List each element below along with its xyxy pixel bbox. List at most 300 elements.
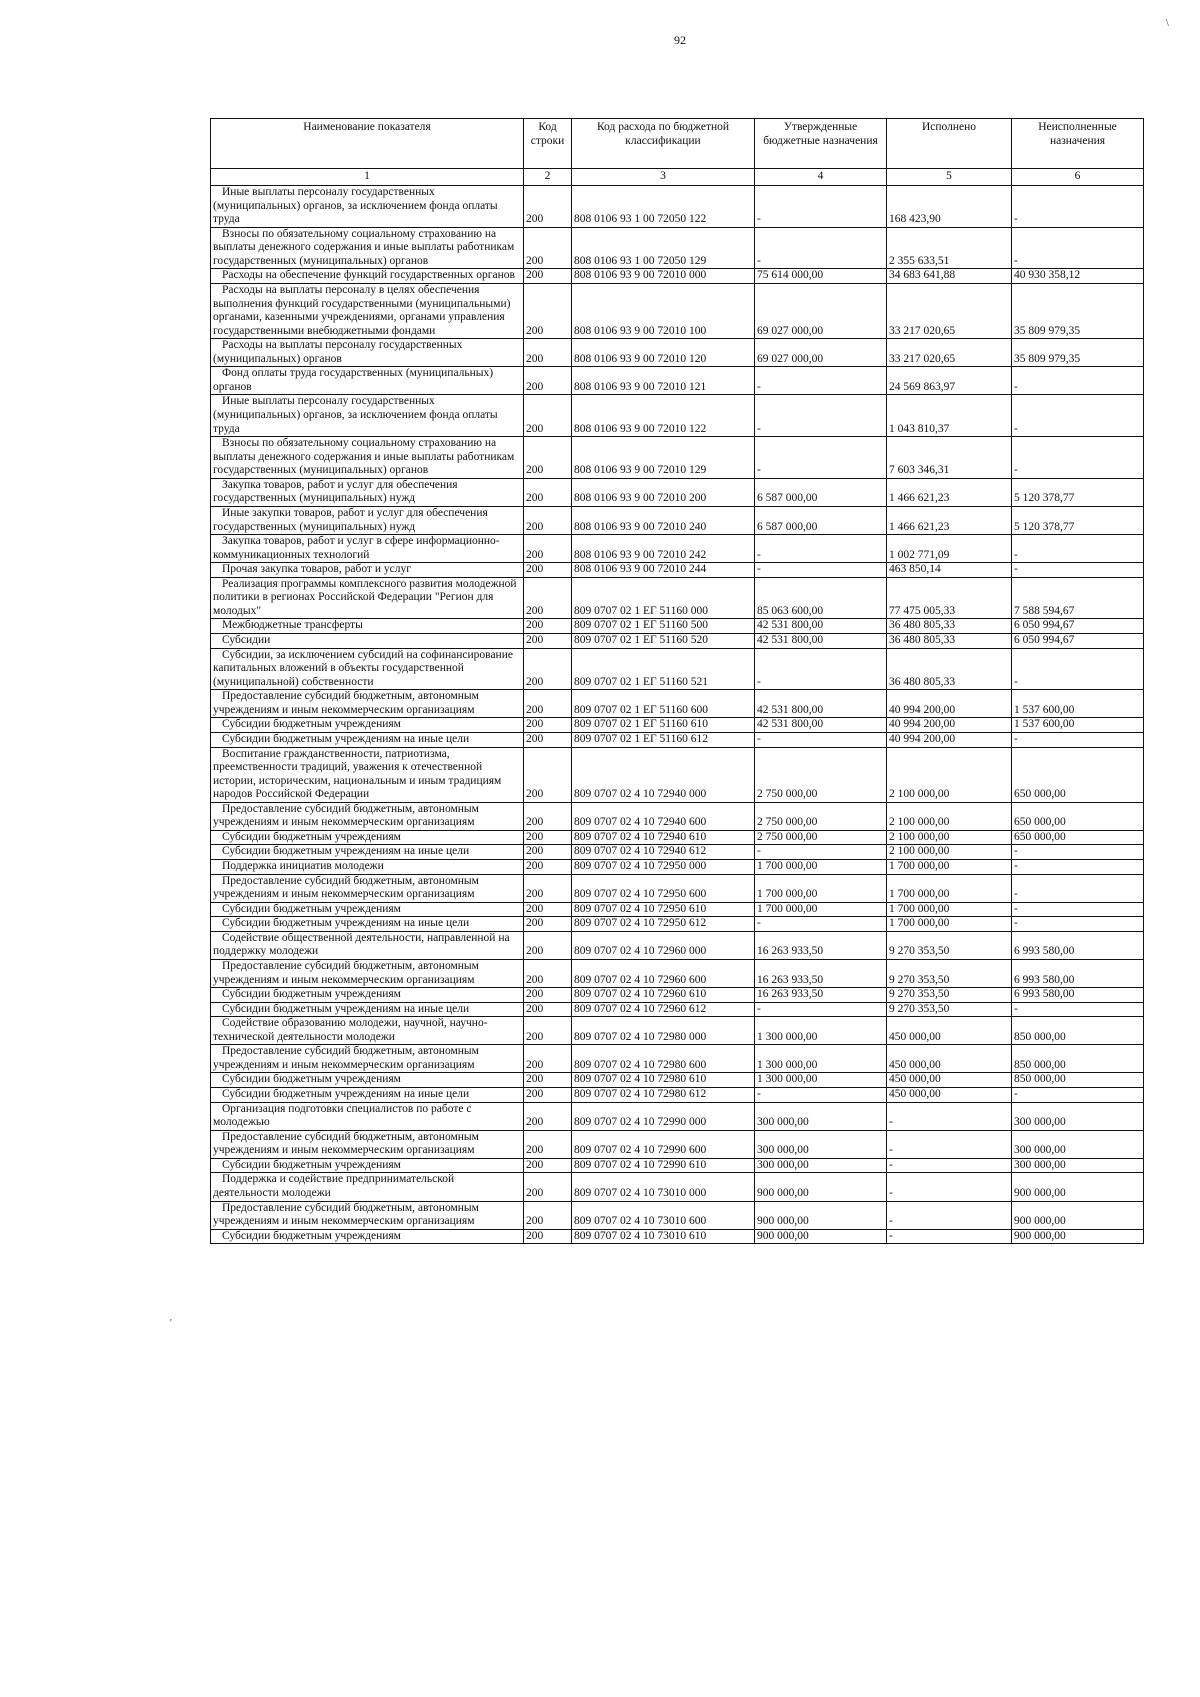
header-approved: Утвержденные бюджетные назначения bbox=[755, 119, 887, 169]
table-body bbox=[211, 186, 1144, 1244]
row-name-text: Субсидии бюджетным учреждениям bbox=[222, 830, 401, 843]
row-approved: 900 000,00 bbox=[755, 1173, 887, 1201]
row-executed: 2 100 000,00 bbox=[887, 830, 1012, 845]
table-row bbox=[211, 1130, 1144, 1158]
row-name-text: Воспитание гражданственности, патриотизма, преемственности традиций, уважения к отечественной истории, историческим, национальным и иным традициям народов Российской Федерации bbox=[213, 747, 502, 801]
row-approved: 42 531 800,00 bbox=[755, 634, 887, 649]
row-executed: 9 270 353,50 bbox=[887, 959, 1012, 987]
row-budget-code: 809 0707 02 1 ЕГ 51160 500 bbox=[572, 619, 755, 634]
row-budget-code: 809 0707 02 4 10 72950 610 bbox=[572, 902, 755, 917]
table-row bbox=[211, 802, 1144, 830]
table-row bbox=[211, 718, 1144, 733]
table-row bbox=[211, 227, 1144, 269]
row-name bbox=[211, 186, 524, 228]
row-name-text: Закупка товаров, работ и услуг в сфере информационно-коммуникационных технологий bbox=[213, 535, 500, 561]
row-unexecuted: 6 050 994,67 bbox=[1012, 634, 1144, 649]
row-unexecuted: - bbox=[1012, 902, 1144, 917]
row-unexecuted: 6 993 580,00 bbox=[1012, 959, 1144, 987]
row-executed: 1 466 621,23 bbox=[887, 478, 1012, 506]
row-unexecuted: 300 000,00 bbox=[1012, 1130, 1144, 1158]
header-name: Наименование показателя bbox=[211, 119, 524, 169]
row-approved: 300 000,00 bbox=[755, 1130, 887, 1158]
table-row bbox=[211, 830, 1144, 845]
table-row bbox=[211, 634, 1144, 649]
row-unexecuted: - bbox=[1012, 395, 1144, 437]
row-unexecuted: - bbox=[1012, 367, 1144, 395]
row-approved: - bbox=[755, 917, 887, 932]
row-name bbox=[211, 437, 524, 479]
row-unexecuted: - bbox=[1012, 874, 1144, 902]
row-line-code: 200 bbox=[524, 367, 572, 395]
row-name bbox=[211, 283, 524, 338]
row-approved: - bbox=[755, 367, 887, 395]
row-name-text: Субсидии бюджетным учреждениям на иные цели bbox=[222, 1088, 470, 1100]
row-line-code: 200 bbox=[524, 1102, 572, 1130]
row-unexecuted: - bbox=[1012, 732, 1144, 747]
row-line-code: 200 bbox=[524, 860, 572, 875]
row-name-text: Предоставление субсидий бюджетным, автономным учреждениям и иным некоммерческим организациям bbox=[213, 1130, 479, 1157]
row-budget-code: 809 0707 02 4 10 72990 000 bbox=[572, 1102, 755, 1130]
row-budget-code: 808 0106 93 9 00 72010 100 bbox=[572, 283, 755, 338]
table-row bbox=[211, 186, 1144, 228]
column-number: 6 bbox=[1012, 169, 1144, 186]
row-name-text: Организация подготовки специалистов по работе с молодежью bbox=[213, 1102, 472, 1129]
row-name bbox=[211, 747, 524, 802]
row-name-text: Предоставление субсидий бюджетным, автономным учреждениям и иным некоммерческим организациям bbox=[213, 802, 479, 829]
row-executed: 1 700 000,00 bbox=[887, 902, 1012, 917]
row-name-text: Предоставление субсидий бюджетным, автономным учреждениям и иным некоммерческим организациям bbox=[213, 1045, 479, 1071]
row-unexecuted: 300 000,00 bbox=[1012, 1102, 1144, 1130]
table-row bbox=[211, 367, 1144, 395]
row-name-text: Прочая закупка товаров, работ и услуг bbox=[222, 563, 411, 576]
row-approved: 900 000,00 bbox=[755, 1201, 887, 1229]
row-budget-code: 809 0707 02 4 10 72940 600 bbox=[572, 802, 755, 830]
row-budget-code: 808 0106 93 9 00 72010 121 bbox=[572, 367, 755, 395]
row-unexecuted: 650 000,00 bbox=[1012, 830, 1144, 845]
row-budget-code: 809 0707 02 4 10 72990 600 bbox=[572, 1130, 755, 1158]
row-approved: 42 531 800,00 bbox=[755, 690, 887, 718]
row-approved: 6 587 000,00 bbox=[755, 506, 887, 534]
row-line-code: 200 bbox=[524, 619, 572, 634]
row-line-code: 200 bbox=[524, 959, 572, 987]
row-unexecuted: - bbox=[1012, 1002, 1144, 1017]
row-approved: 300 000,00 bbox=[755, 1102, 887, 1130]
row-line-code: 200 bbox=[524, 563, 572, 578]
row-name bbox=[211, 535, 524, 563]
row-budget-code: 808 0106 93 9 00 72010 244 bbox=[572, 563, 755, 578]
row-name-text: Фонд оплаты труда государственных (муниципальных) органов bbox=[213, 367, 494, 393]
row-name-text: Межбюджетные трансферты bbox=[222, 619, 363, 632]
table-row bbox=[211, 732, 1144, 747]
row-name-text: Расходы на выплаты персоналу в целях обеспечения выполнения функций государственными (муниципальными) органами, казенными учреждениями, органами управления государственными внебюджетными фондами bbox=[213, 283, 511, 337]
row-executed: 40 994 200,00 bbox=[887, 690, 1012, 718]
row-executed: - bbox=[887, 1130, 1012, 1158]
row-approved: - bbox=[755, 1002, 887, 1017]
row-name bbox=[211, 367, 524, 395]
row-line-code: 200 bbox=[524, 931, 572, 959]
row-line-code: 200 bbox=[524, 1201, 572, 1229]
row-line-code: 200 bbox=[524, 186, 572, 228]
row-line-code: 200 bbox=[524, 283, 572, 338]
row-executed: 450 000,00 bbox=[887, 1088, 1012, 1103]
row-unexecuted: - bbox=[1012, 648, 1144, 690]
page-number: 92 bbox=[674, 33, 686, 47]
row-line-code: 200 bbox=[524, 830, 572, 845]
row-unexecuted: 35 809 979,35 bbox=[1012, 339, 1144, 367]
row-budget-code: 809 0707 02 4 10 72950 000 bbox=[572, 860, 755, 875]
row-approved: 1 300 000,00 bbox=[755, 1073, 887, 1088]
row-line-code: 200 bbox=[524, 1045, 572, 1073]
row-name bbox=[211, 563, 524, 578]
row-unexecuted: 900 000,00 bbox=[1012, 1229, 1144, 1244]
row-name bbox=[211, 227, 524, 269]
row-executed: 463 850,14 bbox=[887, 563, 1012, 578]
row-approved: - bbox=[755, 648, 887, 690]
row-executed: 450 000,00 bbox=[887, 1073, 1012, 1088]
row-unexecuted: 7 588 594,67 bbox=[1012, 577, 1144, 619]
table-row bbox=[211, 1201, 1144, 1229]
row-budget-code: 809 0707 02 4 10 72960 600 bbox=[572, 959, 755, 987]
row-name-text: Иные закупки товаров, работ и услуг для обеспечения государственных (муниципальных) нужд bbox=[213, 506, 488, 533]
table-row bbox=[211, 478, 1144, 506]
row-name-text: Субсидии бюджетным учреждениям bbox=[222, 988, 401, 1001]
row-approved: - bbox=[755, 1088, 887, 1103]
row-executed: 2 100 000,00 bbox=[887, 747, 1012, 802]
table-row bbox=[211, 747, 1144, 802]
row-approved: - bbox=[755, 227, 887, 269]
row-name bbox=[211, 619, 524, 634]
row-executed: 9 270 353,50 bbox=[887, 988, 1012, 1003]
header-budget-code: Код расхода по бюджетной классификации bbox=[572, 119, 755, 169]
row-unexecuted: 5 120 378,77 bbox=[1012, 478, 1144, 506]
row-line-code: 200 bbox=[524, 1158, 572, 1173]
table-row bbox=[211, 283, 1144, 338]
row-budget-code: 809 0707 02 4 10 72960 000 bbox=[572, 931, 755, 959]
row-name-text: Предоставление субсидий бюджетным, автономным учреждениям и иным некоммерческим организациям bbox=[213, 959, 479, 986]
table-row bbox=[211, 437, 1144, 479]
table-row bbox=[211, 619, 1144, 634]
table-row bbox=[211, 931, 1144, 959]
row-name bbox=[211, 902, 524, 917]
table-row bbox=[211, 1045, 1144, 1073]
row-name bbox=[211, 1130, 524, 1158]
row-budget-code: 809 0707 02 1 ЕГ 51160 521 bbox=[572, 648, 755, 690]
row-name bbox=[211, 690, 524, 718]
row-name bbox=[211, 478, 524, 506]
row-approved: 75 614 000,00 bbox=[755, 269, 887, 284]
row-name-text: Расходы на обеспечение функций государственных органов bbox=[222, 269, 515, 282]
row-name-text: Субсидии, за исключением субсидий на софинансирование капитальных вложений в объекты государственной (муниципальной) собственности bbox=[213, 648, 513, 688]
row-executed: 9 270 353,50 bbox=[887, 931, 1012, 959]
table-row bbox=[211, 395, 1144, 437]
row-name-text: Субсидии bbox=[222, 634, 271, 646]
row-name bbox=[211, 1229, 524, 1244]
row-approved: 85 063 600,00 bbox=[755, 577, 887, 619]
row-budget-code: 809 0707 02 4 10 72940 610 bbox=[572, 830, 755, 845]
row-approved: 2 750 000,00 bbox=[755, 802, 887, 830]
row-approved: 1 300 000,00 bbox=[755, 1045, 887, 1073]
row-name-text: Предоставление субсидий бюджетным, автономным учреждениям и иным некоммерческим организациям bbox=[213, 1201, 479, 1228]
row-unexecuted: 6 050 994,67 bbox=[1012, 619, 1144, 634]
row-executed: 2 100 000,00 bbox=[887, 845, 1012, 860]
row-line-code: 200 bbox=[524, 437, 572, 479]
table-row bbox=[211, 1073, 1144, 1088]
row-budget-code: 808 0106 93 1 00 72050 122 bbox=[572, 186, 755, 228]
row-unexecuted: - bbox=[1012, 227, 1144, 269]
column-number-row bbox=[211, 169, 1144, 186]
row-approved: 1 300 000,00 bbox=[755, 1017, 887, 1045]
row-executed: 1 700 000,00 bbox=[887, 917, 1012, 932]
row-line-code: 200 bbox=[524, 227, 572, 269]
row-approved: 16 263 933,50 bbox=[755, 959, 887, 987]
row-name bbox=[211, 732, 524, 747]
row-name-text: Субсидии бюджетным учреждениям bbox=[222, 1229, 401, 1242]
row-unexecuted: - bbox=[1012, 845, 1144, 860]
row-budget-code: 809 0707 02 1 ЕГ 51160 610 bbox=[572, 718, 755, 733]
row-budget-code: 808 0106 93 1 00 72050 129 bbox=[572, 227, 755, 269]
table-row bbox=[211, 1173, 1144, 1201]
column-number: 3 bbox=[572, 169, 755, 186]
row-line-code: 200 bbox=[524, 718, 572, 733]
row-unexecuted: - bbox=[1012, 860, 1144, 875]
row-name bbox=[211, 1173, 524, 1201]
row-unexecuted: 6 993 580,00 bbox=[1012, 988, 1144, 1003]
row-name-text: Субсидии бюджетным учреждениям на иные цели bbox=[222, 845, 470, 858]
row-executed: 40 994 200,00 bbox=[887, 718, 1012, 733]
row-name bbox=[211, 1201, 524, 1229]
row-name-text: Закупка товаров, работ и услуг для обеспечения государственных (муниципальных) нужд bbox=[213, 478, 458, 505]
row-name bbox=[211, 1002, 524, 1017]
row-budget-code: 809 0707 02 1 ЕГ 51160 000 bbox=[572, 577, 755, 619]
row-name-text: Иные выплаты персоналу государственных (муниципальных) органов, за исключением фонда оплаты труда bbox=[213, 395, 498, 435]
header-line-code: Код строки bbox=[524, 119, 572, 169]
column-number: 4 bbox=[755, 169, 887, 186]
row-approved: 900 000,00 bbox=[755, 1229, 887, 1244]
row-executed: 77 475 005,33 bbox=[887, 577, 1012, 619]
row-budget-code: 808 0106 93 9 00 72010 000 bbox=[572, 269, 755, 284]
row-line-code: 200 bbox=[524, 1017, 572, 1045]
row-budget-code: 809 0707 02 4 10 72960 612 bbox=[572, 1002, 755, 1017]
row-name-text: Субсидии бюджетным учреждениям на иные цели bbox=[222, 917, 470, 930]
row-name-text: Поддержка инициатив молодежи bbox=[222, 860, 384, 872]
row-line-code: 200 bbox=[524, 690, 572, 718]
table-row bbox=[211, 1229, 1144, 1244]
row-executed: 450 000,00 bbox=[887, 1017, 1012, 1045]
row-budget-code: 809 0707 02 4 10 73010 610 bbox=[572, 1229, 755, 1244]
row-budget-code: 808 0106 93 9 00 72010 240 bbox=[572, 506, 755, 534]
row-name-text: Содействие общественной деятельности, направленной на поддержку молодежи bbox=[213, 931, 510, 958]
row-budget-code: 809 0707 02 4 10 72990 610 bbox=[572, 1158, 755, 1173]
row-name-text: Субсидии бюджетным учреждениям bbox=[222, 1073, 401, 1086]
row-line-code: 200 bbox=[524, 577, 572, 619]
row-name bbox=[211, 648, 524, 690]
row-name-text: Субсидии бюджетным учреждениям bbox=[222, 902, 401, 915]
table-row bbox=[211, 845, 1144, 860]
row-budget-code: 808 0106 93 9 00 72010 122 bbox=[572, 395, 755, 437]
row-name bbox=[211, 988, 524, 1003]
row-name bbox=[211, 395, 524, 437]
row-unexecuted: 40 930 358,12 bbox=[1012, 269, 1144, 284]
row-name-text: Субсидии бюджетным учреждениям bbox=[222, 718, 401, 731]
row-budget-code: 808 0106 93 9 00 72010 129 bbox=[572, 437, 755, 479]
row-line-code: 200 bbox=[524, 902, 572, 917]
row-line-code: 200 bbox=[524, 874, 572, 902]
row-name-text: Взносы по обязательному социальному страхованию на выплаты денежного содержания и иные выплаты работникам государственных (муниципальных) органов bbox=[213, 437, 515, 477]
row-executed: 36 480 805,33 bbox=[887, 619, 1012, 634]
row-line-code: 200 bbox=[524, 269, 572, 284]
row-approved: - bbox=[755, 732, 887, 747]
row-name bbox=[211, 931, 524, 959]
row-name bbox=[211, 802, 524, 830]
row-budget-code: 808 0106 93 9 00 72010 200 bbox=[572, 478, 755, 506]
row-approved: 6 587 000,00 bbox=[755, 478, 887, 506]
row-approved: - bbox=[755, 395, 887, 437]
row-approved: - bbox=[755, 845, 887, 860]
row-executed: - bbox=[887, 1229, 1012, 1244]
row-executed: 450 000,00 bbox=[887, 1045, 1012, 1073]
row-executed: 36 480 805,33 bbox=[887, 634, 1012, 649]
table-row bbox=[211, 506, 1144, 534]
row-line-code: 200 bbox=[524, 917, 572, 932]
row-executed: 1 002 771,09 bbox=[887, 535, 1012, 563]
row-line-code: 200 bbox=[524, 648, 572, 690]
table-row bbox=[211, 339, 1144, 367]
row-name bbox=[211, 339, 524, 367]
row-name-text: Субсидии бюджетным учреждениям на иные цели bbox=[222, 732, 470, 745]
row-unexecuted: 1 537 600,00 bbox=[1012, 690, 1144, 718]
row-unexecuted: 900 000,00 bbox=[1012, 1201, 1144, 1229]
row-name-text: Расходы на выплаты персоналу государственных (муниципальных) органов bbox=[213, 339, 463, 365]
table-header-row bbox=[211, 119, 1144, 169]
table-row bbox=[211, 1002, 1144, 1017]
row-approved: 69 027 000,00 bbox=[755, 339, 887, 367]
table-row bbox=[211, 690, 1144, 718]
row-executed: 33 217 020,65 bbox=[887, 283, 1012, 338]
table-row bbox=[211, 535, 1144, 563]
budget-execution-table bbox=[210, 118, 1144, 1244]
row-approved: 300 000,00 bbox=[755, 1158, 887, 1173]
row-budget-code: 808 0106 93 9 00 72010 120 bbox=[572, 339, 755, 367]
row-budget-code: 809 0707 02 4 10 72980 610 bbox=[572, 1073, 755, 1088]
row-budget-code: 809 0707 02 4 10 72950 612 bbox=[572, 917, 755, 932]
row-name bbox=[211, 577, 524, 619]
row-unexecuted: 900 000,00 bbox=[1012, 1173, 1144, 1201]
row-executed: 1 466 621,23 bbox=[887, 506, 1012, 534]
row-budget-code: 809 0707 02 4 10 72980 600 bbox=[572, 1045, 755, 1073]
table-row bbox=[211, 988, 1144, 1003]
row-name-text: Взносы по обязательному социальному страхованию на выплаты денежного содержания и иные выплаты работникам государственных (муниципальных) органов bbox=[213, 227, 515, 267]
row-executed: - bbox=[887, 1201, 1012, 1229]
row-approved: 42 531 800,00 bbox=[755, 718, 887, 733]
row-line-code: 200 bbox=[524, 634, 572, 649]
row-unexecuted: - bbox=[1012, 186, 1144, 228]
table-row bbox=[211, 1102, 1144, 1130]
row-name bbox=[211, 874, 524, 902]
row-name bbox=[211, 1073, 524, 1088]
row-executed: 2 355 633,51 bbox=[887, 227, 1012, 269]
table-row bbox=[211, 577, 1144, 619]
scan-mark-margin: ' bbox=[170, 1318, 172, 1329]
row-approved: - bbox=[755, 437, 887, 479]
row-executed: 7 603 346,31 bbox=[887, 437, 1012, 479]
row-approved: 16 263 933,50 bbox=[755, 931, 887, 959]
row-line-code: 200 bbox=[524, 802, 572, 830]
row-executed: 1 043 810,37 bbox=[887, 395, 1012, 437]
row-executed: 168 423,90 bbox=[887, 186, 1012, 228]
row-budget-code: 809 0707 02 4 10 73010 000 bbox=[572, 1173, 755, 1201]
row-line-code: 200 bbox=[524, 1088, 572, 1103]
row-budget-code: 809 0707 02 1 ЕГ 51160 520 bbox=[572, 634, 755, 649]
table-row bbox=[211, 874, 1144, 902]
row-line-code: 200 bbox=[524, 1002, 572, 1017]
row-name bbox=[211, 1088, 524, 1103]
row-approved: 1 700 000,00 bbox=[755, 874, 887, 902]
row-name-text: Предоставление субсидий бюджетным, автономным учреждениям и иным некоммерческим организациям bbox=[213, 874, 479, 901]
row-budget-code: 809 0707 02 4 10 72940 000 bbox=[572, 747, 755, 802]
table-row bbox=[211, 1158, 1144, 1173]
row-name bbox=[211, 1045, 524, 1073]
row-name bbox=[211, 1017, 524, 1045]
row-unexecuted: 1 537 600,00 bbox=[1012, 718, 1144, 733]
row-name bbox=[211, 1158, 524, 1173]
row-executed: 1 700 000,00 bbox=[887, 874, 1012, 902]
row-approved: 1 700 000,00 bbox=[755, 860, 887, 875]
row-name-text: Поддержка и содействие предпринимательской деятельности молодежи bbox=[213, 1173, 455, 1199]
row-budget-code: 809 0707 02 4 10 72950 600 bbox=[572, 874, 755, 902]
row-executed: - bbox=[887, 1158, 1012, 1173]
row-name-text: Содействие образованию молодежи, научной, научно-технической деятельности молодежи bbox=[213, 1017, 488, 1043]
row-unexecuted: 850 000,00 bbox=[1012, 1073, 1144, 1088]
row-name-text: Субсидии бюджетным учреждениям на иные цели bbox=[222, 1002, 470, 1015]
row-approved: 42 531 800,00 bbox=[755, 619, 887, 634]
row-name-text: Предоставление субсидий бюджетным, автономным учреждениям и иным некоммерческим организациям bbox=[213, 690, 479, 716]
row-name bbox=[211, 718, 524, 733]
row-line-code: 200 bbox=[524, 747, 572, 802]
row-executed: 2 100 000,00 bbox=[887, 802, 1012, 830]
row-name-text: Реализация программы комплексного развития молодежной политики в регионах Российской Федерации "Регион для молодых" bbox=[213, 577, 517, 617]
row-unexecuted: - bbox=[1012, 917, 1144, 932]
row-approved: - bbox=[755, 186, 887, 228]
row-name bbox=[211, 634, 524, 649]
row-name bbox=[211, 860, 524, 875]
table-row bbox=[211, 917, 1144, 932]
row-budget-code: 809 0707 02 4 10 72980 000 bbox=[572, 1017, 755, 1045]
row-budget-code: 809 0707 02 1 ЕГ 51160 600 bbox=[572, 690, 755, 718]
scan-mark: \ bbox=[1166, 18, 1169, 29]
row-executed: 33 217 020,65 bbox=[887, 339, 1012, 367]
row-unexecuted: 850 000,00 bbox=[1012, 1045, 1144, 1073]
row-budget-code: 808 0106 93 9 00 72010 242 bbox=[572, 535, 755, 563]
row-unexecuted: 850 000,00 bbox=[1012, 1017, 1144, 1045]
row-unexecuted: - bbox=[1012, 535, 1144, 563]
row-budget-code: 809 0707 02 4 10 72980 612 bbox=[572, 1088, 755, 1103]
row-unexecuted: - bbox=[1012, 437, 1144, 479]
row-name bbox=[211, 506, 524, 534]
row-unexecuted: 650 000,00 bbox=[1012, 747, 1144, 802]
row-executed: 9 270 353,50 bbox=[887, 1002, 1012, 1017]
row-approved: - bbox=[755, 563, 887, 578]
row-line-code: 200 bbox=[524, 988, 572, 1003]
row-name bbox=[211, 959, 524, 987]
row-name bbox=[211, 917, 524, 932]
row-unexecuted: 6 993 580,00 bbox=[1012, 931, 1144, 959]
row-name-text: Субсидии бюджетным учреждениям bbox=[222, 1158, 401, 1171]
row-approved: 2 750 000,00 bbox=[755, 830, 887, 845]
row-budget-code: 809 0707 02 4 10 72960 610 bbox=[572, 988, 755, 1003]
row-unexecuted: - bbox=[1012, 563, 1144, 578]
table-row bbox=[211, 959, 1144, 987]
row-unexecuted: 5 120 378,77 bbox=[1012, 506, 1144, 534]
